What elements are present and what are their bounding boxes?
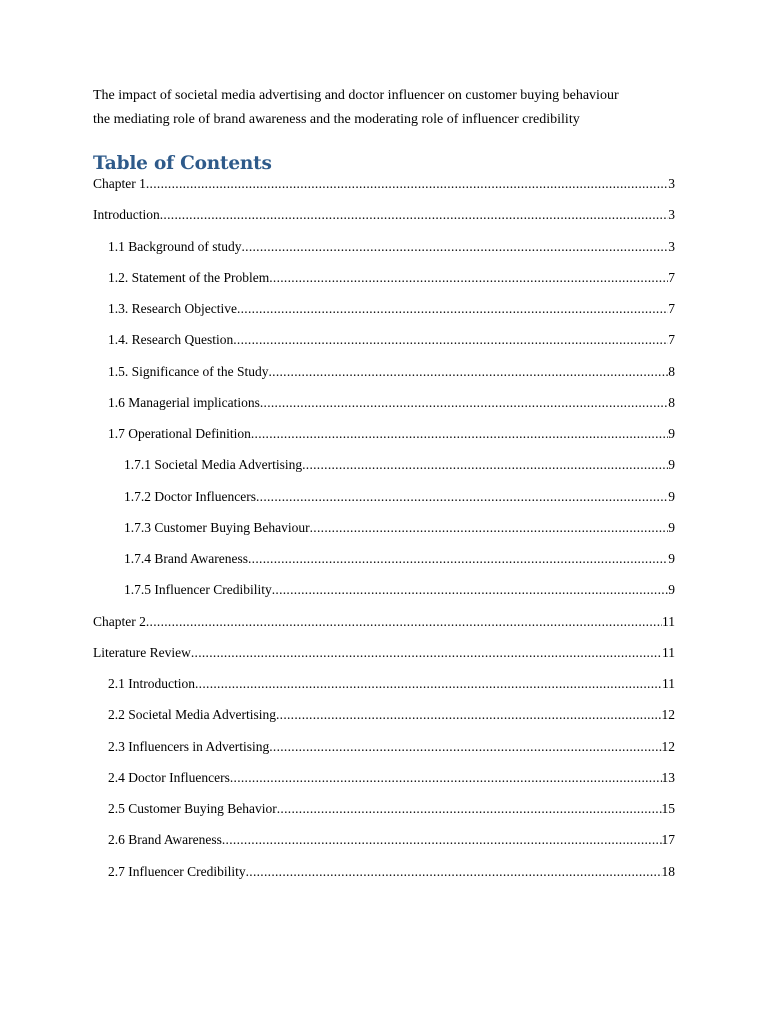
toc-entry-page-number: 11 [662,613,675,629]
toc-entry[interactable] [93,207,675,238]
toc-dot-leader [233,332,668,348]
toc-entry[interactable] [93,489,675,520]
toc-entry-page-number: 7 [668,269,675,285]
toc-entry-label: 1.7 Operational Definition [108,426,251,441]
toc-entry-page-number: 18 [661,863,675,879]
toc-entry[interactable] [93,739,675,770]
toc-entry-label: 1.6 Managerial implications [108,394,260,410]
toc-entry[interactable] [93,676,675,707]
toc-dot-leader [237,301,668,317]
toc-entry-page-number: 12 [661,707,675,723]
toc-entry-label: 1.7.4 Brand Awareness [124,551,248,566]
toc-dot-leader [160,207,669,223]
toc-entry-label: 1.2. Statement of the Problem [108,269,270,285]
toc-entry-page-number: 9 [668,488,675,504]
toc-entry-page-number: 8 [668,363,675,379]
toc-entry[interactable] [93,770,675,801]
toc-entry-label: 1.3. Research Objective [108,301,237,316]
toc-heading: Table of Contents [93,153,272,174]
toc-dot-leader [269,270,668,286]
toc-entry-page-number: 7 [668,301,675,316]
toc-entry-label: 2.5 Customer Buying Behavior [108,801,277,816]
toc-entry-label: 1.1 Background of study [108,238,242,254]
toc-entry-page-number: 9 [668,582,675,598]
toc-entry-page-number: 17 [661,832,675,848]
toc-entry-label: 2.3 Influencers in Advertising [108,738,270,754]
toc-dot-leader [256,489,668,505]
toc-dot-leader [277,801,662,817]
toc-entry[interactable] [93,614,675,645]
toc-entry[interactable] [93,239,675,270]
toc-dot-leader [191,645,662,661]
toc-entry-page-number: 3 [668,207,675,223]
toc-entry-page-number: 9 [668,551,675,566]
toc-entry[interactable] [93,457,675,488]
toc-entry-page-number: 8 [668,394,675,410]
toc-dot-leader [310,520,669,536]
toc-entry[interactable] [93,551,675,582]
toc-dot-leader [272,582,669,598]
toc-entry[interactable] [93,270,675,301]
toc-entry-page-number: 9 [668,519,675,535]
toc-dot-leader [146,614,662,630]
toc-entry[interactable] [93,395,675,426]
toc-entry-label: Literature Review [93,644,191,660]
toc-entry-label: Chapter 1 [93,176,146,191]
document-title-line-1: The impact of societal media advertising and doctor influencer on customer buying behaviour [93,88,619,103]
toc-entry-page-number: 15 [661,801,675,816]
toc-entry[interactable] [93,645,675,676]
toc-dot-leader [269,739,661,755]
toc-entry-page-number: 3 [668,238,675,254]
toc-entry-page-number: 11 [662,644,675,660]
toc-entry-label: Chapter 2 [93,613,146,629]
toc-entry[interactable] [93,707,675,738]
toc-entry[interactable] [93,332,675,363]
toc-dot-leader [230,770,662,786]
toc-dot-leader [146,176,668,192]
toc-entry-label: 1.7.5 Influencer Credibility [124,582,272,598]
toc-entry-page-number: 11 [662,676,675,691]
document-title-line-2: the mediating role of brand awareness and the moderating role of influencer credibility [93,112,580,127]
toc-entry[interactable] [93,582,675,613]
toc-dot-leader [246,864,662,880]
toc-dot-leader [248,551,668,567]
toc-entry-label: 1.7.3 Customer Buying Behaviour [124,519,310,535]
toc-entry-label: 1.4. Research Question [108,332,234,348]
toc-entry[interactable] [93,426,675,457]
table-of-contents [93,176,675,895]
toc-dot-leader [241,239,668,255]
toc-dot-leader [260,395,668,411]
toc-entry-page-number: 9 [668,457,675,473]
toc-entry-page-number: 12 [661,738,675,754]
toc-dot-leader [302,457,668,473]
toc-dot-leader [251,426,668,442]
toc-entry-label: 2.7 Influencer Credibility [108,863,246,879]
toc-entry-label: Introduction [93,207,160,223]
toc-entry[interactable] [93,801,675,832]
toc-entry-page-number: 9 [668,426,675,441]
toc-entry-label: 1.7.2 Doctor Influencers [124,488,256,504]
toc-entry-page-number: 3 [668,176,675,191]
toc-dot-leader [222,832,662,848]
toc-entry-label: 1.5. Significance of the Study [108,363,269,379]
toc-entry-label: 2.2 Societal Media Advertising [108,707,276,723]
toc-entry-label: 1.7.1 Societal Media Advertising [124,457,303,473]
toc-entry-label: 2.1 Introduction [108,676,195,691]
toc-entry[interactable] [93,176,675,207]
toc-entry-page-number: 7 [668,332,675,348]
toc-entry-label: 2.4 Doctor Influencers [108,769,230,785]
toc-entry[interactable] [93,832,675,863]
toc-dot-leader [195,676,662,692]
toc-dot-leader [268,364,668,380]
toc-entry[interactable] [93,520,675,551]
toc-entry-label: 2.6 Brand Awareness [108,832,222,848]
toc-dot-leader [276,707,662,723]
toc-entry[interactable] [93,864,675,895]
toc-entry-page-number: 13 [661,769,675,785]
document-page [93,84,675,895]
toc-entry[interactable] [93,301,675,332]
toc-entry[interactable] [93,364,675,395]
